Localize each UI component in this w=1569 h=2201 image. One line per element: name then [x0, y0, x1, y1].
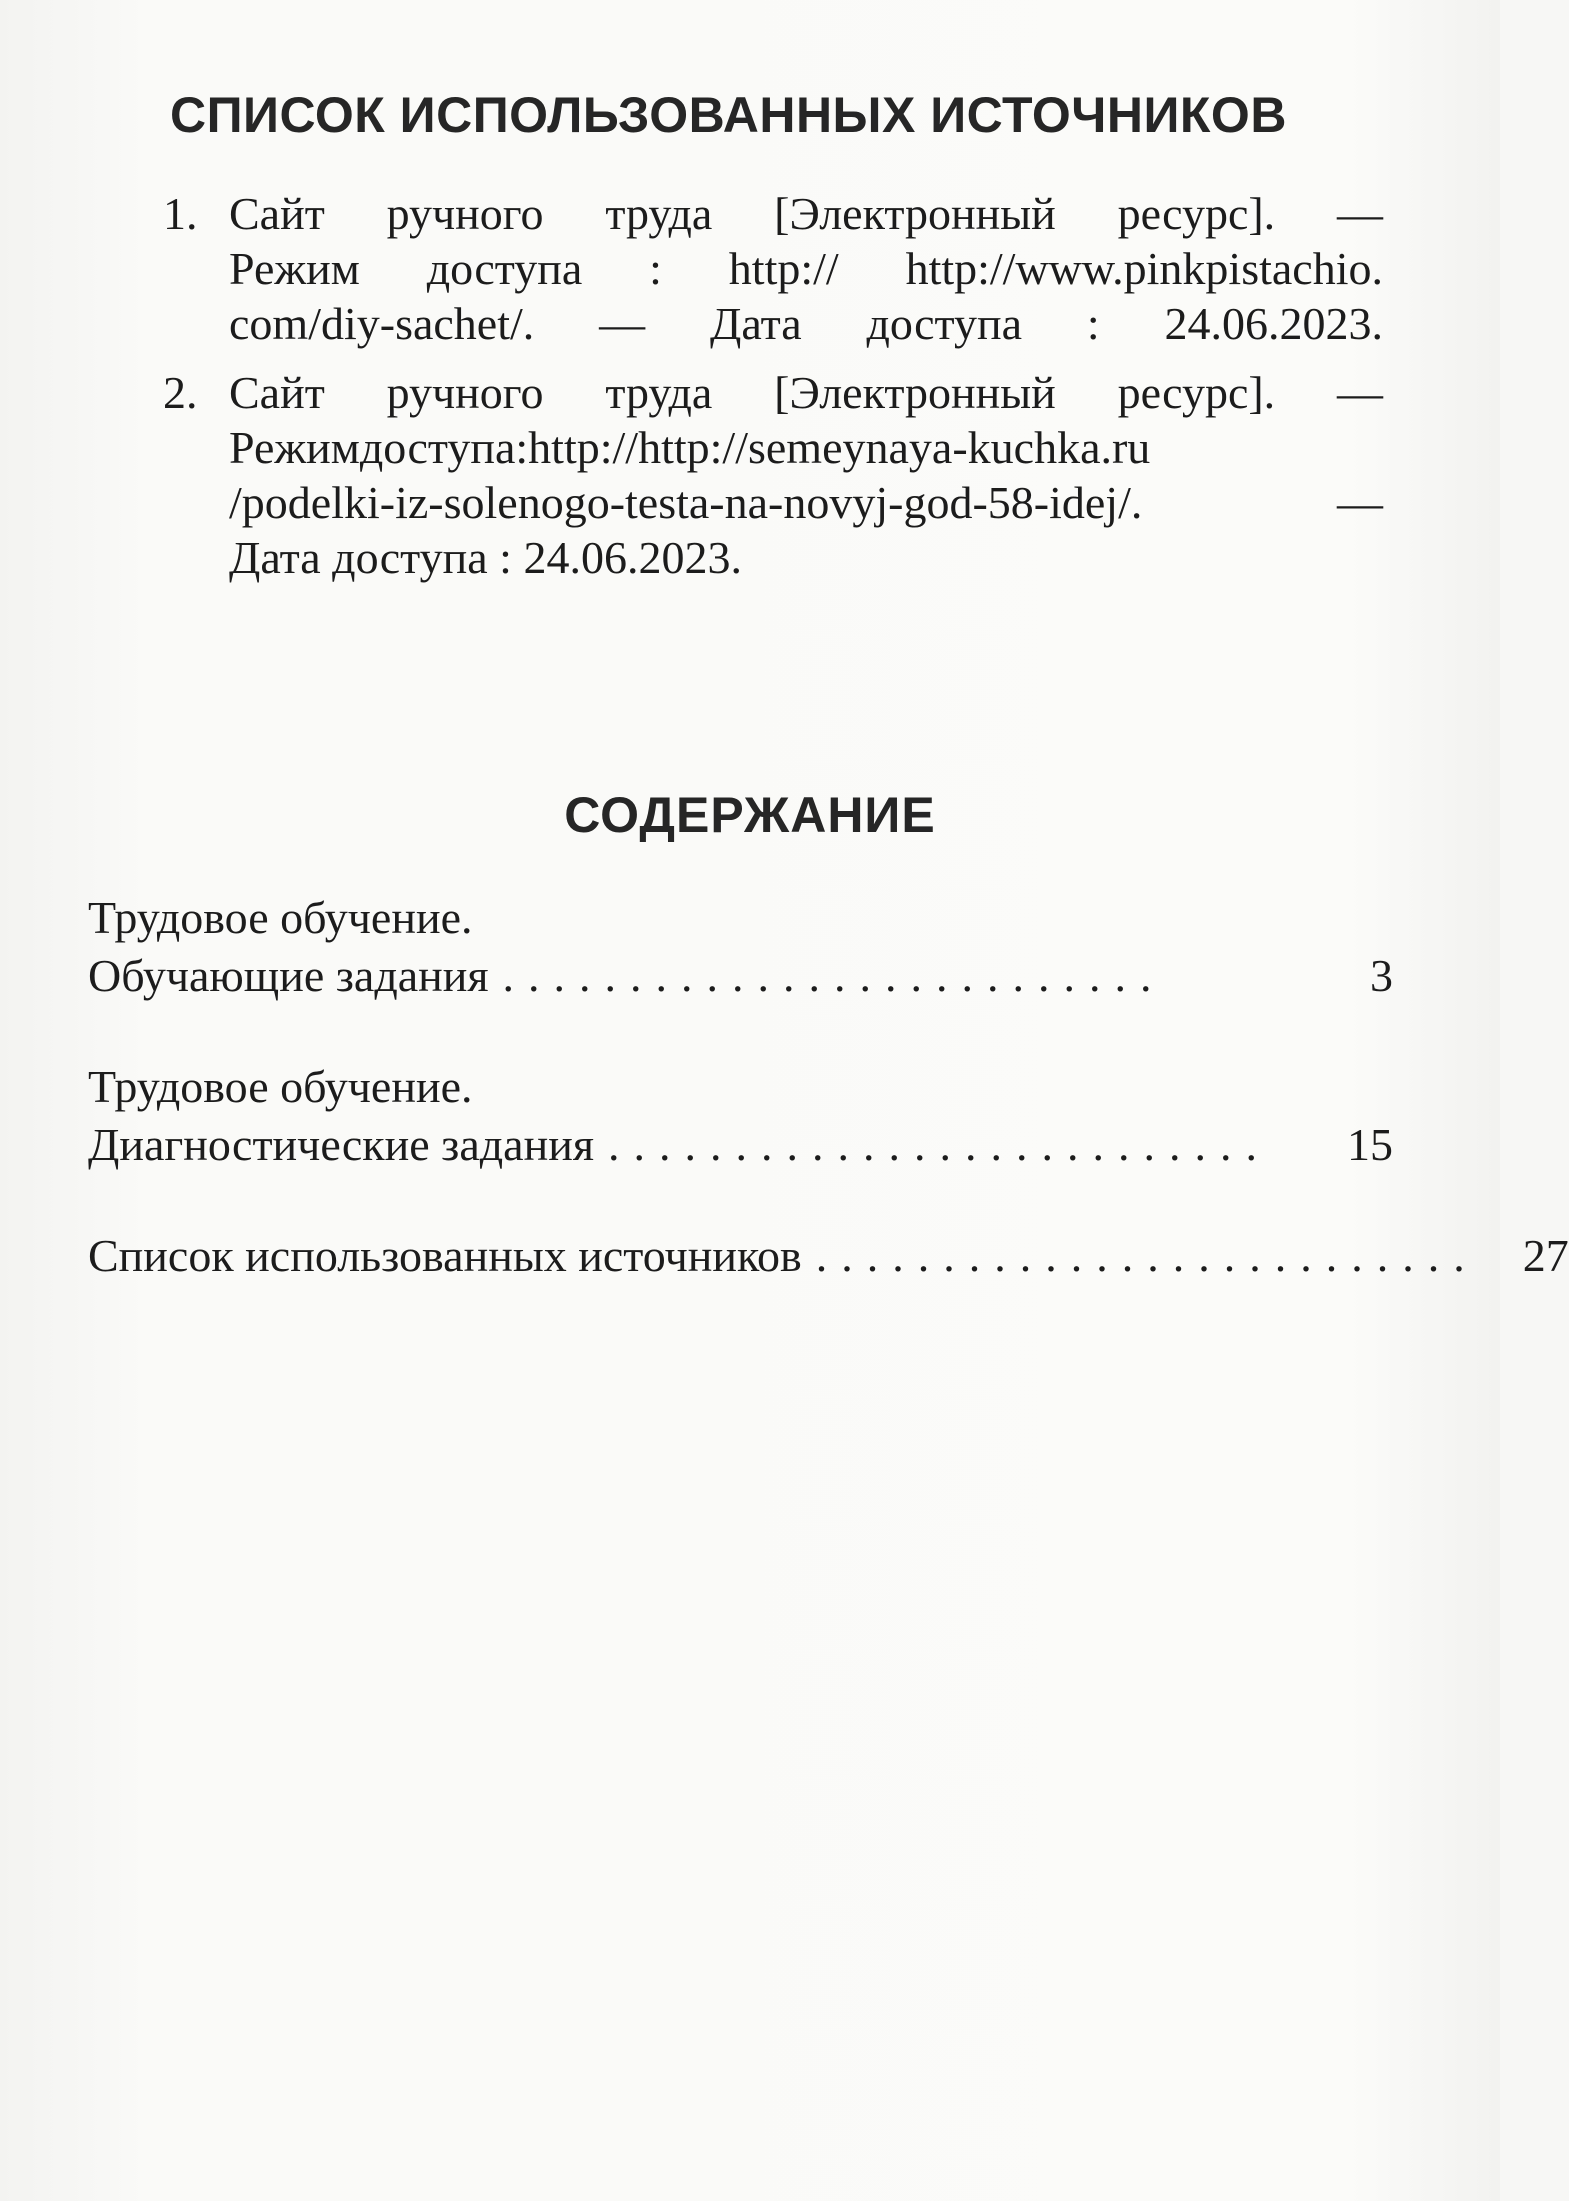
toc-entry-label: Диагностические задания — [88, 1119, 594, 1170]
reference-text-line: Сайт ручного труда [Электронный ресурс]. — — [229, 188, 1383, 239]
toc-page-number: 15 — [1347, 1119, 1393, 1170]
references-title: СПИСОК ИСПОЛЬЗОВАННЫХ ИСТОЧНИКОВ — [170, 87, 1287, 143]
toc-entry-row — [88, 1116, 1393, 1174]
toc-entry — [88, 1058, 1393, 1174]
toc-entry-label: Обучающие задания — [88, 950, 489, 1001]
reference-text-line: /podelki-iz-solenogo-testa-na-novyj-god-58-idej/. — — [229, 477, 1383, 528]
toc-entry — [88, 889, 1393, 1005]
reference-number: 2. — [163, 367, 198, 418]
toc-entry-line: Трудовое обучение. — [88, 1061, 473, 1112]
toc-leader-dots: .......................... — [502, 950, 1166, 1001]
toc-leader-dots: .......................... — [815, 1230, 1479, 1281]
reference-item — [163, 186, 1383, 351]
toc-entry-row — [88, 947, 1393, 1005]
toc-entry-label: Список использованных источников — [88, 1230, 802, 1281]
reference-item — [163, 365, 1383, 585]
toc-entry — [88, 1227, 1569, 1285]
toc-page-number: 3 — [1370, 950, 1393, 1001]
contents-title: СОДЕРЖАНИЕ — [564, 787, 936, 843]
table-of-contents — [88, 889, 1569, 1338]
reference-text-line: com/diy-sachet/. — Дата доступа : 24.06.2023. — [229, 298, 1383, 349]
toc-entry-line: Трудовое обучение. — [88, 892, 473, 943]
reference-number: 1. — [163, 188, 198, 239]
references-list — [163, 186, 1383, 599]
reference-text-line: Режимдоступа:http://http://semeynaya-kuchka.ru — [229, 422, 1151, 473]
reference-text-line: Сайт ручного труда [Электронный ресурс]. — — [229, 367, 1383, 418]
reference-text-line: Дата доступа : 24.06.2023. — [229, 532, 742, 583]
reference-text-line: Режим доступа : http:// http://www.pinkpistachio. — [229, 243, 1383, 294]
toc-leader-dots: .......................... — [607, 1119, 1271, 1170]
toc-entry-row — [88, 1227, 1569, 1285]
toc-page-number: 27 — [1522, 1230, 1569, 1281]
